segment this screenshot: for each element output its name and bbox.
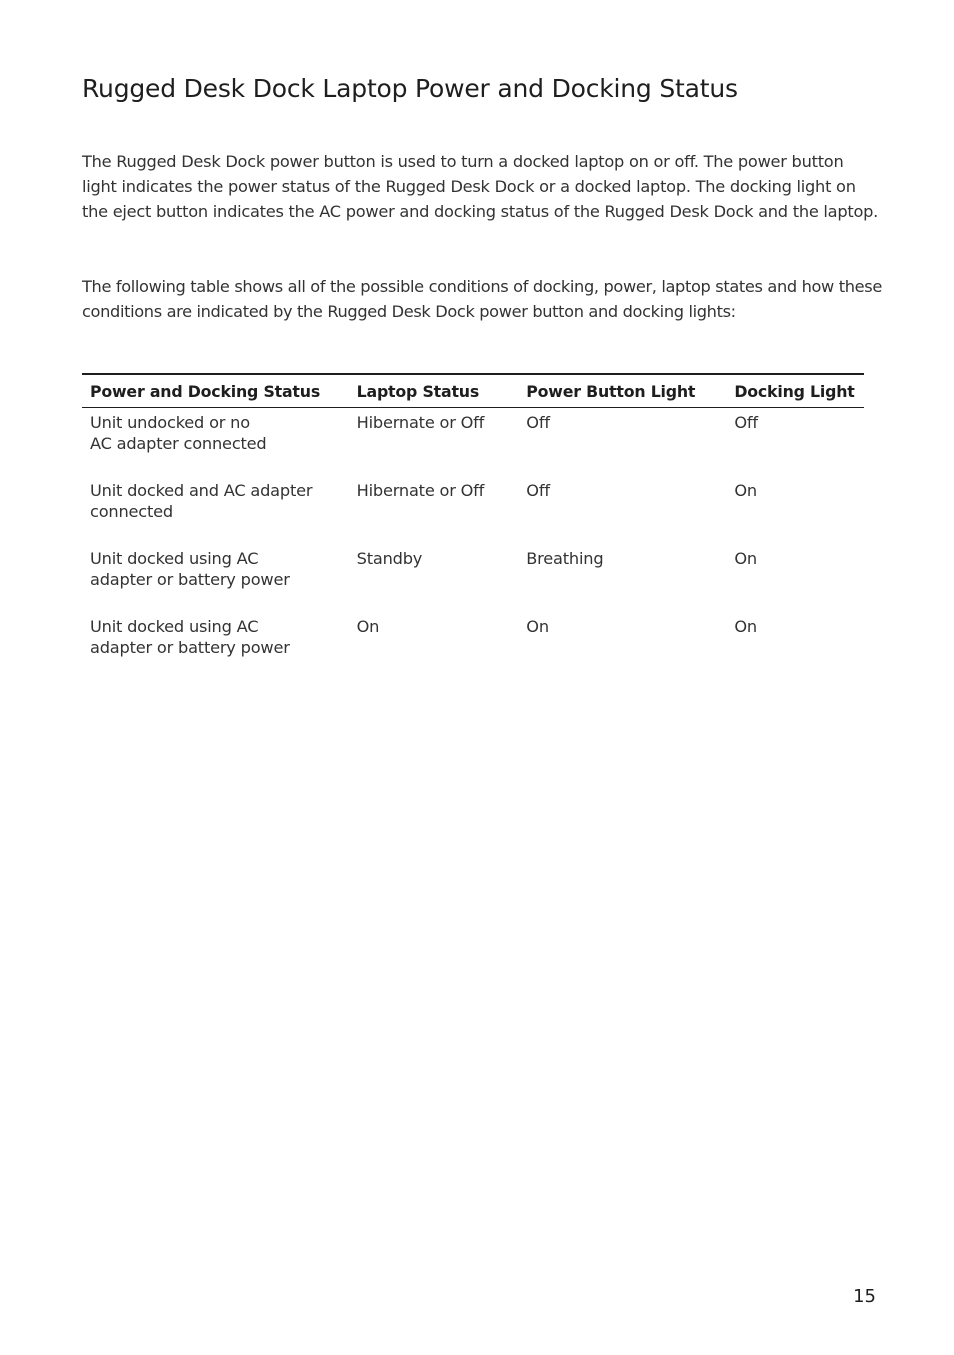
cell-power-docking-status: Unit undocked or no AC adapter connected: [90, 413, 267, 453]
cell-laptop-status: Standby: [356, 549, 423, 568]
table-row: [82, 612, 864, 680]
cell-laptop-status: Hibernate or Off: [356, 481, 485, 500]
table-row: [82, 476, 864, 544]
cell-power-button-light: Off: [526, 481, 550, 500]
cell-power-button-light: On: [526, 617, 549, 636]
header-laptop-status: Laptop Status: [356, 381, 480, 401]
table-row: [82, 544, 864, 612]
cell-power-docking-status: Unit docked and AC adapter connected: [90, 481, 313, 521]
section-title: Rugged Desk Dock Laptop Power and Docking Status: [82, 74, 738, 103]
intro-paragraph: The Rugged Desk Dock power button is used to turn a docked laptop on or off. The power button light indicates the power status of the Rugged Desk Dock or a docked laptop. The docking light on the eject button indicates the AC power and docking status of the Rugged Desk Dock and the laptop.: [82, 152, 879, 221]
header-power-button-light: Power Button Light: [526, 381, 696, 401]
header-power-docking-status: Power and Docking Status: [90, 381, 321, 401]
cell-laptop-status: On: [356, 617, 380, 636]
cell-laptop-status: Hibernate or Off: [356, 413, 485, 432]
cell-docking-light: Off: [734, 413, 758, 432]
header-docking-light: Docking Light: [734, 381, 855, 401]
cell-docking-light: On: [734, 549, 757, 568]
page-number: 15: [853, 1286, 876, 1307]
cell-power-button-light: Breathing: [526, 549, 604, 568]
table-intro-paragraph: The following table shows all of the possible conditions of docking, power, laptop states and how these conditions are indicated by the Rugged Desk Dock power button and docking lights:: [82, 277, 882, 321]
cell-docking-light: On: [734, 617, 757, 636]
cell-power-docking-status: Unit docked using AC adapter or battery power: [90, 549, 290, 589]
table-header-row: [82, 374, 864, 408]
table-row: [82, 408, 864, 477]
cell-power-button-light: Off: [526, 413, 550, 432]
cell-docking-light: On: [734, 481, 757, 500]
cell-power-docking-status: Unit docked using AC adapter or battery power: [90, 617, 290, 657]
power-docking-status-table: [82, 373, 864, 680]
